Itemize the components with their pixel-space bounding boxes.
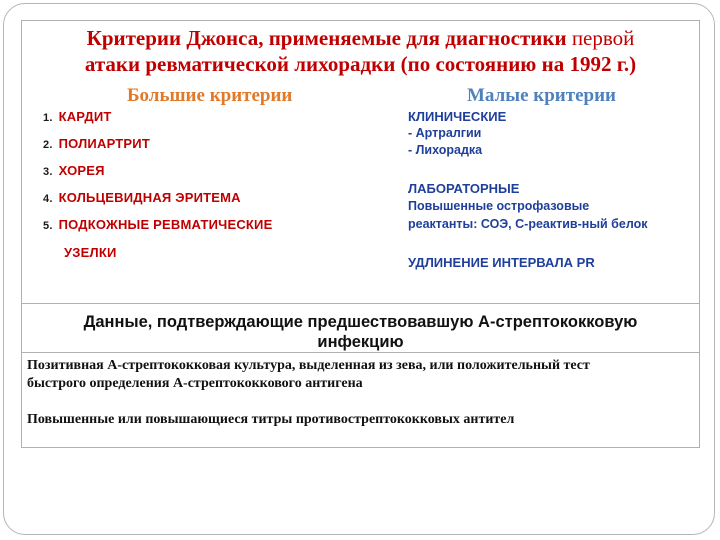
clinical-item-arthralgia: - Артралгии [408,126,482,140]
clinical-item-fever: - Лихорадка [408,143,483,157]
item-label: ПОЛИАРТРИТ [58,136,150,151]
slide-title-line-2: атаки ревматической лихорадки (по состоянию на 1992 г.) [84,52,637,76]
evidence-title-line-2: инфекцию [317,333,404,351]
major-item-polyarthritis [43,136,150,151]
evidence-culture-line-1: Позитивная А-стрептококковая культура, выделенная из зева, или положительный тест [27,358,590,373]
section-divider [22,303,699,304]
lab-heading: ЛАБОРАТОРНЫЕ [408,181,520,196]
title-plain-part: первой [571,26,635,50]
slide-title-line-1 [22,25,699,51]
item-label: УЗЕЛКИ [64,245,117,260]
pr-prolongation: УДЛИНЕНИЕ ИНТЕРВАЛА PR [408,255,595,270]
item-number: 5. [43,220,53,232]
major-item-chorea [43,163,105,178]
section-divider [22,352,699,353]
major-item-nodules-continued [64,245,117,260]
criteria-table [21,20,700,448]
item-label: ПОДКОЖНЫЕ РЕВМАТИЧЕСКИЕ [58,217,273,232]
item-label: КАРДИТ [58,109,112,124]
lab-line-1: Повышенные острофазовые [408,199,590,213]
item-label: ХОРЕЯ [58,163,105,178]
item-number: 2. [43,139,53,151]
evidence-antibody-titers: Повышенные или повышающиеся титры противострептококковых антител [27,412,515,427]
major-item-carditis [43,109,112,124]
major-item-erythema [43,190,241,205]
title-bold-part: Критерии Джонса, применяемые для диагностики [86,26,567,50]
item-label: КОЛЬЦЕВИДНАЯ ЭРИТЕМА [58,190,241,205]
item-number: 4. [43,193,53,205]
item-number: 3. [43,166,53,178]
clinical-heading: КЛИНИЧЕСКИЕ [408,109,507,124]
evidence-culture-line-2: быстрого определения А-стрептококкового антигена [27,376,363,391]
major-criteria-heading: Большие критерии [127,85,293,106]
major-item-nodules [43,217,272,232]
item-number: 1. [43,112,53,124]
evidence-title-line-1: Данные, подтверждающие предшествовавшую А-стрептококковую [83,313,638,331]
minor-criteria-heading: Малые критерии [467,85,616,106]
lab-line-2: реактанты: СОЭ, С-реактив-ный белок [408,217,648,231]
